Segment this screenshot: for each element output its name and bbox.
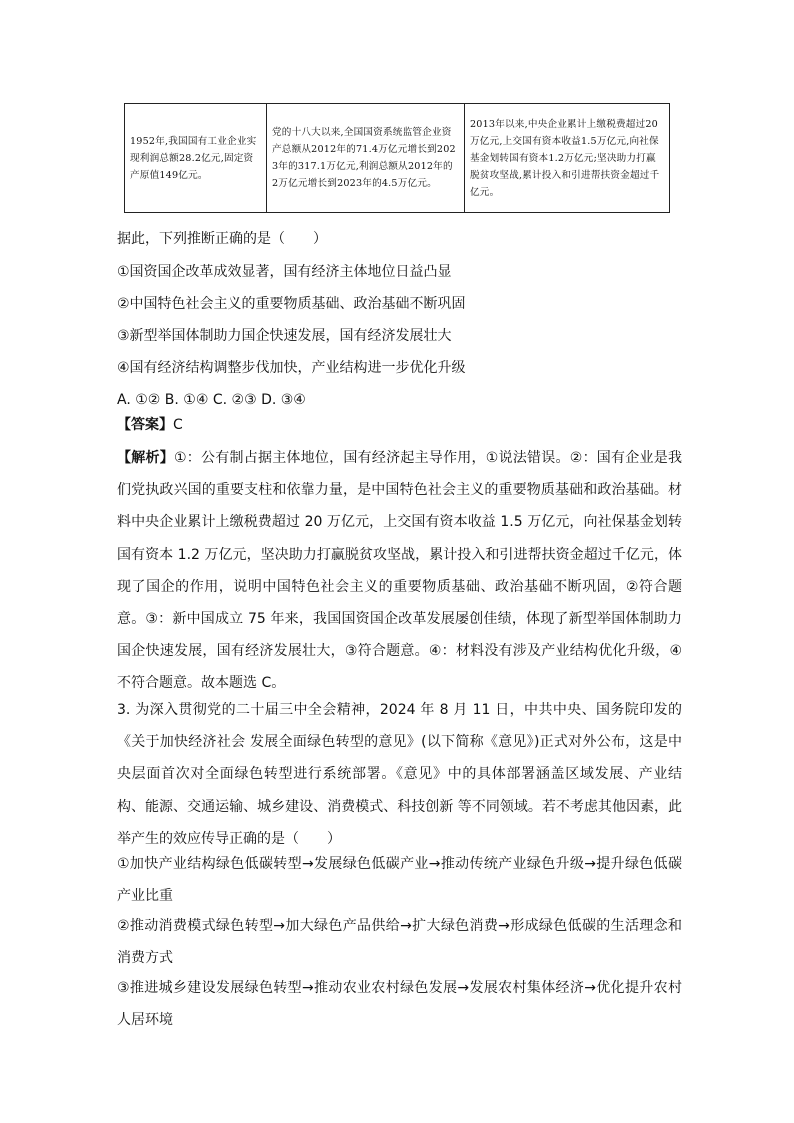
q2-option-2: ②中国特色社会主义的重要物质基础、政治基础不断巩固: [117, 296, 466, 312]
table-row: [125, 104, 670, 213]
table-cell-since-2013: 2013年以来,中央企业累计上缴税费超过20万亿元,上交国有资本收益1.5万亿元,向社保基金划转国有资本1.2万亿元;坚决助力打赢脱贫攻坚战,累计投入和引进帮扶资金超过千亿元。: [465, 104, 670, 213]
table-cell-since-18th-congress: 党的十八大以来,全国国资系统监管企业资产总额从2012年的71.4万亿元增长到2023年的317.1万亿元,利润总额从2012年的2万亿元增长到2023年的4.5万亿元。: [267, 104, 465, 213]
analysis-text: ①：公有制占据主体地位，国有经济起主导作用，①说法错误。②：国有企业是我们党执政兴国的重要支柱和依靠力量，是中国特色社会主义的重要物质基础和政治基础。材料中央企业累计上缴税费超过 20 万亿元，上交国有资本收益 1.5 万亿元，向社保基金划转国有资本 1.2 万亿元，坚决助力打赢脱贫攻坚战，累计投入和引进帮扶资金超过千亿元，体现了国企的作用，说明中国特色社会主义的重要物质基础、政治基础不断巩固，②符合题意。③：新中国成立 75 年来，我国国资国企改革发展屡创佳绩，体现了新型举国体制助力国企快速发展，国有经济发展壮大，③符合题意。④：材料没有涉及产业结构优化升级，④不符合题意。故本题选 C。: [117, 450, 683, 692]
q2-analysis: [117, 442, 682, 700]
q2-option-4: ④国有经济结构调整步伐加快，产业结构进一步优化升级: [117, 360, 466, 376]
q2-answer: [117, 415, 682, 435]
q3-option-3: ③推进城乡建设发展绿色转型→推动农业农村绿色发展→发展农村集体经济→优化提升农村人居环境: [117, 980, 682, 1029]
answer-label: 【答案】: [117, 417, 173, 433]
q3-stem: 3. 为深入贯彻党的二十届三中全会精神，2024 年 8 月 11 日，中共中央、国务院印发的《关于加快经济社会 发展全面绿色转型的意见》(以下简称《意见》)正式对外公布，这是中央层面首次对全面绿色转型进行系统部署。《意见》中的具体部署涵盖区域发展、产业结构、能源、交通运输、城乡建设、消费模式、科技创新 等不同领域。若不考虑其他因素，此举产生的效应传导正确的是（ ）: [117, 702, 682, 847]
q2-choices: A. ①② B. ①④ C. ②③ D. ③④: [117, 392, 306, 408]
material-table: [124, 103, 670, 213]
q3-option-2: ②推动消费模式绿色转型→加大绿色产品供给→扩大绿色消费→形成绿色低碳的生活理念和消费方式: [117, 918, 682, 967]
analysis-label: 【解析】: [117, 450, 174, 466]
q2-option-3: ③新型举国体制助力国企快速发展，国有经济发展壮大: [117, 328, 452, 344]
q2-stem: 据此，下列推断正确的是（ ）: [117, 231, 327, 247]
answer-value: C: [173, 417, 183, 433]
q3-option-1: ①加快产业结构绿色低碳转型→发展绿色低碳产业→推动传统产业绿色升级→提升绿色低碳产业比重: [117, 856, 682, 905]
table-cell-1952: 1952年,我国国有工业企业实现利润总额28.2亿元,固定资产原值149亿元。: [125, 104, 267, 213]
q2-option-1: ①国资国企改革成效显著，国有经济主体地位日益凸显: [117, 264, 452, 280]
